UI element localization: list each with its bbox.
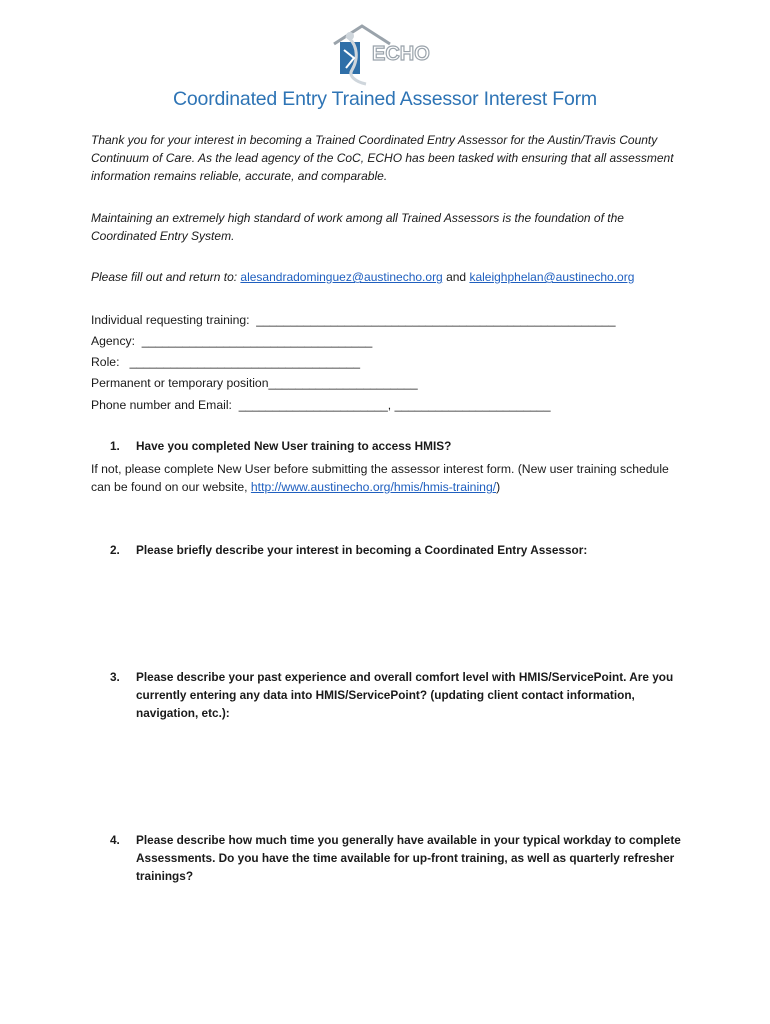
question-text: Have you completed New User training to access HMIS? (136, 439, 452, 453)
q1-note-text: If not, please complete New User before submitting the assessor interest form. (New user training schedule can be found on our website, (91, 462, 669, 494)
page-title: Coordinated Entry Trained Assessor Interest Form (173, 88, 597, 110)
role-field[interactable]: Role: __________________________________ (91, 355, 361, 369)
question-text: Please briefly describe your interest in becoming a Coordinated Entry Assessor: (136, 543, 588, 557)
intro-paragraph-2: Maintaining an extremely high standard of work among all Trained Assessors is the foundation of the Coordinated Entry System. (91, 211, 624, 243)
question-number: 1. (110, 439, 120, 453)
return-label: Please fill out and return to: (91, 270, 241, 284)
question-2 (110, 541, 681, 559)
house-logo-icon (326, 22, 446, 88)
phone-email-field[interactable]: Phone number and Email: ______________________, _______________________ (91, 398, 551, 412)
question-number: 2. (110, 543, 120, 557)
question-3 (110, 668, 681, 722)
email-link-kaleigh[interactable]: kaleighphelan@austinecho.org (469, 270, 635, 284)
question-number: 4. (110, 833, 120, 847)
q1-note (91, 460, 681, 496)
question-4 (110, 831, 681, 885)
return-instructions (91, 268, 691, 286)
echo-logo (326, 22, 446, 88)
intro-paragraph-1: Thank you for your interest in becoming a Trained Coordinated Entry Assessor for the Austin/Travis County Continuum of Care. As the lead agency of the CoC, ECHO has been tasked with ensuring that all assessment information remains reliable, accurate, and comparable. (91, 133, 674, 183)
q1-note-suffix: ) (496, 480, 501, 494)
email-link-alesandra[interactable]: alesandradominguez@austinecho.org (240, 270, 443, 284)
position-field[interactable]: Permanent or temporary position______________________ (91, 376, 418, 390)
individual-field[interactable]: Individual requesting training: _____________________________________________________ (91, 313, 616, 327)
question-text: Please describe how much time you generally have available in your typical workday to complete Assessments. Do you have the time available for up-front training, as well as quarterly refresher trainings? (136, 833, 681, 883)
question-number: 3. (110, 670, 120, 684)
logo-text: ECHO (372, 43, 430, 65)
hmis-training-link[interactable]: http://www.austinecho.org/hmis/hmis-training/ (250, 480, 497, 494)
question-text: Please describe your past experience and overall comfort level with HMIS/ServicePoint. Are you currently entering any data into HMIS/ServicePoint? (updating client contact information, navigation, etc.): (136, 670, 674, 720)
and-text: and (442, 270, 470, 284)
question-1 (110, 437, 681, 455)
agency-field[interactable]: Agency: __________________________________ (91, 334, 373, 348)
